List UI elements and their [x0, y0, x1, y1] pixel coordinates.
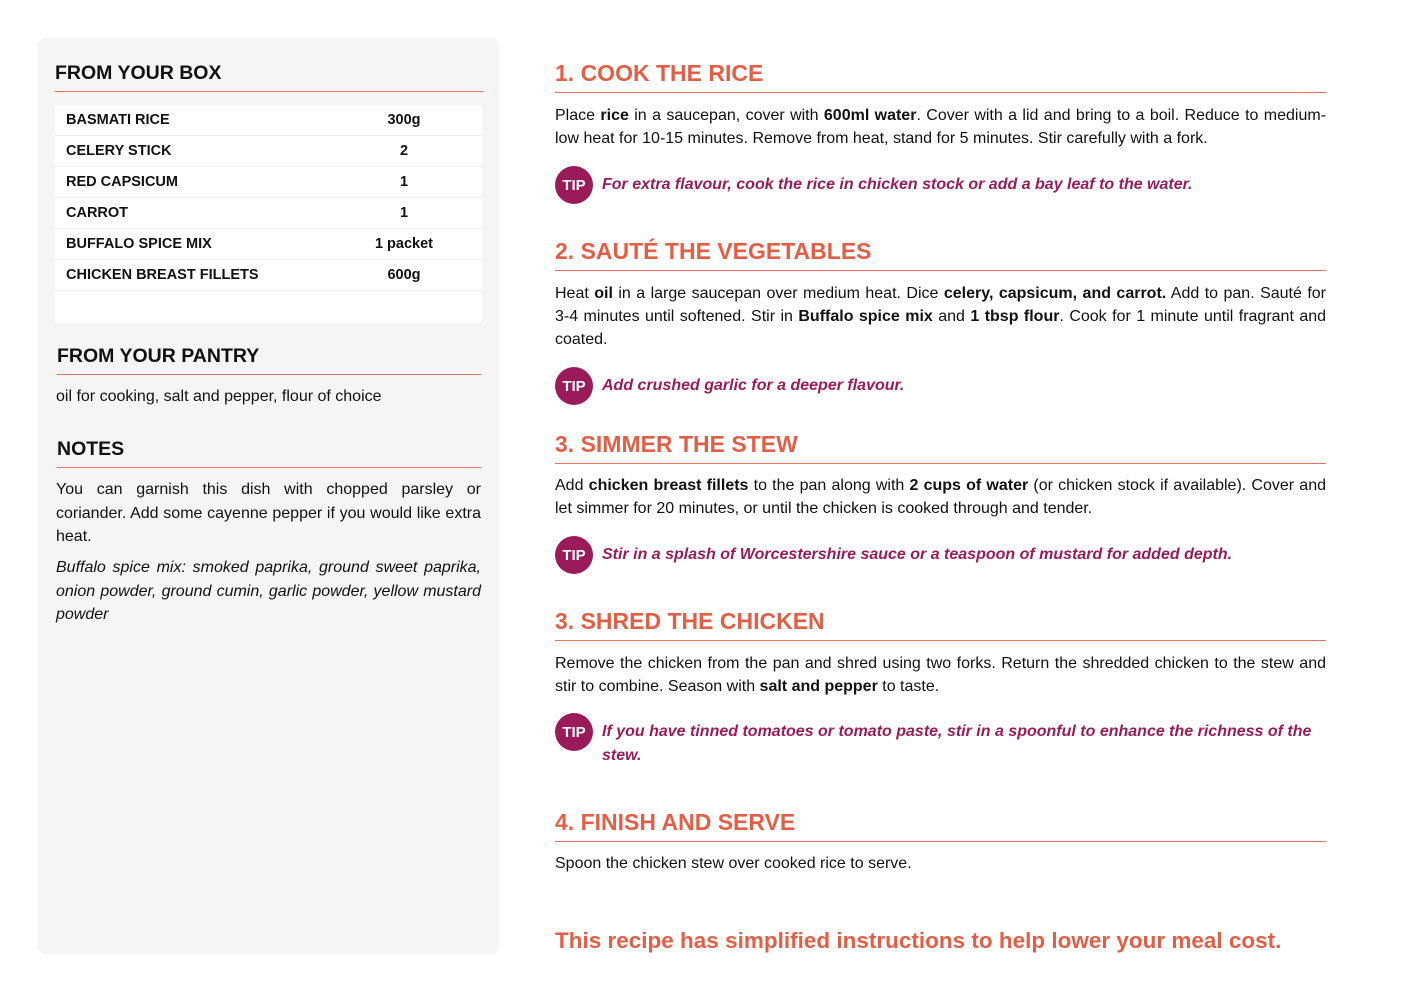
step-title: 3. SHRED THE CHICKEN [555, 608, 1326, 641]
table-row [55, 260, 482, 291]
tip-text: For extra flavour, cook the rice in chicken stock or add a bay leaf to the water. [602, 176, 1193, 193]
ingredient-name: CHICKEN BREAST FILLETS [66, 267, 259, 283]
table-row [55, 167, 482, 198]
from-your-box-heading: FROM YOUR BOX [55, 62, 483, 92]
table-row [55, 105, 482, 136]
step-title: 4. FINISH AND SERVE [555, 809, 1326, 842]
step-text: Remove the chicken from the pan and shred using two forks. Return the shredded chicken to the stew and stir to combine. Season with salt and pepper to taste. [555, 655, 1326, 696]
tip-text: If you have tinned tomatoes or tomato paste, stir in a spoonful to enhance the richness of the stew. [602, 723, 1312, 764]
tip-text: Stir in a splash of Worcestershire sauce or a teaspoon of mustard for added depth. [602, 546, 1233, 563]
from-your-pantry-heading: FROM YOUR PANTRY [57, 345, 481, 375]
spice-mix-note: Buffalo spice mix: smoked paprika, ground sweet paprika, onion powder, ground cumin, garlic powder, yellow mustard powder [56, 559, 481, 623]
ingredient-name: BUFFALO SPICE MIX [66, 236, 212, 252]
tip-badge-icon: TIP [555, 713, 593, 751]
ingredient-qty: 300g [387, 112, 421, 128]
ingredient-qty: 2 [399, 143, 409, 159]
tip-badge-icon: TIP [555, 166, 593, 204]
tip-badge-icon: TIP [555, 536, 593, 574]
step-title: 1. COOK THE RICE [555, 60, 1326, 93]
notes-heading: NOTES [57, 438, 481, 468]
ingredient-qty: 600g [387, 267, 421, 283]
step-title: 3. SIMMER THE STEW [555, 431, 1326, 464]
ingredients-sidebar [38, 38, 499, 954]
tip-badge-icon: TIP [555, 367, 593, 405]
table-row [55, 136, 482, 167]
ingredient-name: CARROT [66, 205, 129, 221]
box-ingredients-table [55, 105, 482, 323]
ingredient-qty: 1 [399, 174, 409, 190]
notes-text: You can garnish this dish with chopped parsley or coriander. Add some cayenne pepper if you would like extra heat. [56, 481, 481, 545]
ingredient-name: BASMATI RICE [66, 112, 170, 128]
step-text: Add chicken breast fillets to the pan along with 2 cups of water (or chicken stock if available). Cover and let simmer for 20 minutes, or until the chicken is cooked through and tender. [555, 477, 1326, 518]
ingredient-qty: 1 packet [374, 236, 434, 252]
table-row [55, 229, 482, 260]
ingredient-name: RED CAPSICUM [66, 174, 178, 190]
tip-text: Add crushed garlic for a deeper flavour. [602, 377, 905, 394]
step-text: Spoon the chicken stew over cooked rice to serve. [555, 855, 912, 872]
table-row [55, 198, 482, 229]
step-title: 2. SAUTÉ THE VEGETABLES [555, 238, 1326, 271]
step-text: Place rice in a saucepan, cover with 600ml water. Cover with a lid and bring to a boil. Reduce to medium-low heat for 10-15 minutes. Remove from heat, stand for 5 minutes. Stir carefully with a fork. [555, 107, 1327, 148]
pantry-text: oil for cooking, salt and pepper, flour of choice [56, 388, 382, 405]
step-text: Heat oil in a large saucepan over medium heat. Dice celery, capsicum, and carrot. Add to pan. Sauté for 3-4 minutes until softened. Stir in Buffalo spice mix and 1 tbsp flour. Cook for 1 minute until fragrant and coated. [555, 285, 1327, 349]
footer-note: This recipe has simplified instructions to help lower your meal cost. [555, 928, 1282, 953]
ingredient-qty: 1 [399, 205, 409, 221]
ingredient-name: CELERY STICK [66, 143, 172, 159]
